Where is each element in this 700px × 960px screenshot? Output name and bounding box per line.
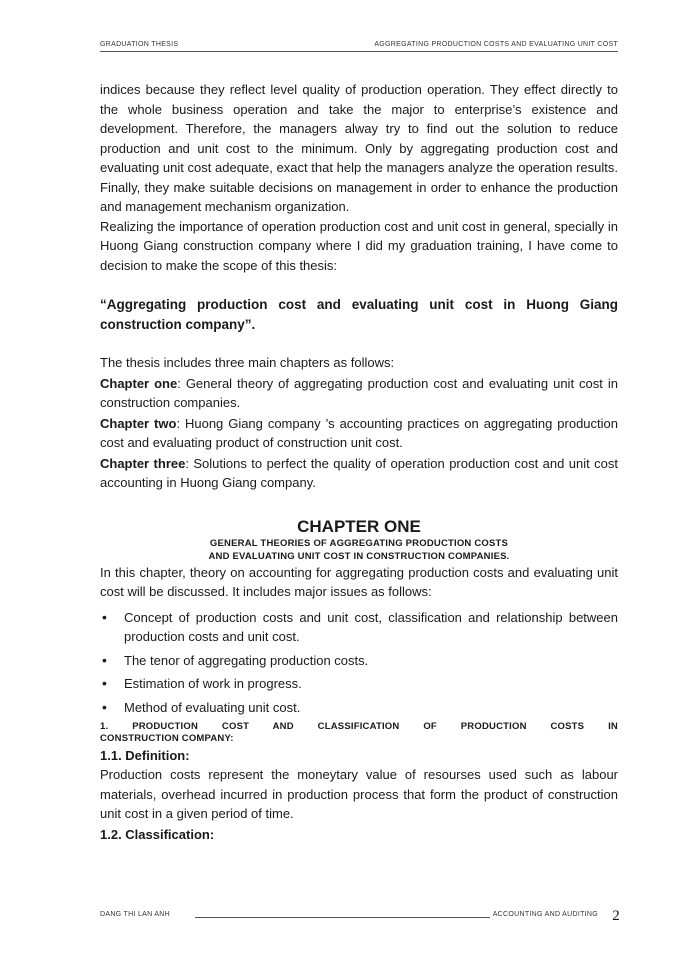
thesis-title-quote: “Aggregating production cost and evaluating unit cost in Huong Giang construction company”. [100, 297, 618, 332]
chapter-subheading-line2: AND EVALUATING UNIT COST IN CONSTRUCTION COMPANIES. [208, 550, 510, 562]
list-item: • Estimation of work in progress. [100, 674, 618, 694]
chapter-label: Chapter two [100, 415, 177, 431]
page-body [100, 80, 618, 844]
footer-department: ACCOUNTING AND AUDITING [492, 911, 598, 918]
issues-list [100, 608, 618, 718]
definition-paragraph: Production costs represent the moneytary value of resourses used such as labour materials, overhead incurred in production process that form the product of construction unit cost in a given period of time. [100, 767, 618, 821]
footer-rule [195, 917, 490, 918]
header-left: GRADUATION THESIS [100, 41, 179, 48]
subsection-1-1-heading: 1.1. Definition: [100, 748, 190, 763]
chapter-three-summary [100, 454, 618, 493]
list-item: • Concept of production costs and unit cost, classification and relationship between production costs and unit cost. [102, 608, 618, 644]
page-header [100, 41, 618, 52]
page-number: 2 [612, 908, 620, 924]
chapter-text: : Huong Giang company ’s accounting practices on aggregating production cost and evaluating product of construction unit cost. [100, 415, 618, 450]
footer-author: DANG THI LAN ANH [100, 911, 171, 918]
bullet-icon: • [102, 608, 107, 625]
header-right: AGGREGATING PRODUCTION COSTS AND EVALUATING UNIT COST [374, 41, 618, 48]
chapter-text: : Solutions to perfect the quality of operation production cost and unit cost accounting in Huong Giang company. [100, 455, 618, 490]
section-1-heading-cont: CONSTRUCTION COMPANY: [100, 733, 234, 744]
chapter-label: Chapter one [100, 375, 178, 391]
paragraph-chapters-intro: The thesis includes three main chapters as follows: [100, 355, 395, 370]
page-footer [100, 908, 620, 922]
chapter-one-summary [100, 374, 618, 413]
chapter-text: : General theory of aggregating production cost and evaluating unit cost in construction companies. [100, 375, 618, 410]
section-1-heading: 1. PRODUCTION COST AND CLASSIFICATION OF PRODUCTION COSTS IN [100, 721, 618, 732]
chapter-subheading-line1: GENERAL THEORIES OF AGGREGATING PRODUCTION COSTS [209, 537, 509, 549]
paragraph-realizing: Realizing the importance of operation production cost and unit cost in general, specially in Huong Giang construction company where I did my graduation training, I have come to decision to make the scope of this thesis: [100, 218, 618, 273]
chapter-heading: CHAPTER ONE [297, 516, 421, 536]
chapter-label: Chapter three [100, 455, 186, 471]
chapter-intro-paragraph: In this chapter, theory on accounting for aggregating production costs and evaluating unit cost will be discussed. It includes major issues as follows: [100, 564, 618, 599]
bullet-icon: • [102, 675, 107, 691]
list-item: • Method of evaluating unit cost. [100, 698, 618, 718]
paragraph-indices: indices because they reflect level quality of production operation. They effect directly to the whole business operation and take the major to enterprise’s existence and development. Therefore, the managers alway try to find out the solution to reduce production and unit cost to the minimum. Only by aggregating production cost and evaluating unit cost adequate, exact that help the managers analyze the operation results. Finally, they make suitable decisions on management in order to enhance the production and management mechanism organization. [100, 82, 618, 214]
bullet-icon: • [102, 698, 107, 715]
list-item: • The tenor of aggregating production costs. [100, 651, 618, 671]
chapter-two-summary [100, 414, 618, 453]
subsection-1-2-heading: 1.2. Classification: [100, 826, 215, 842]
bullet-icon: • [102, 651, 107, 668]
